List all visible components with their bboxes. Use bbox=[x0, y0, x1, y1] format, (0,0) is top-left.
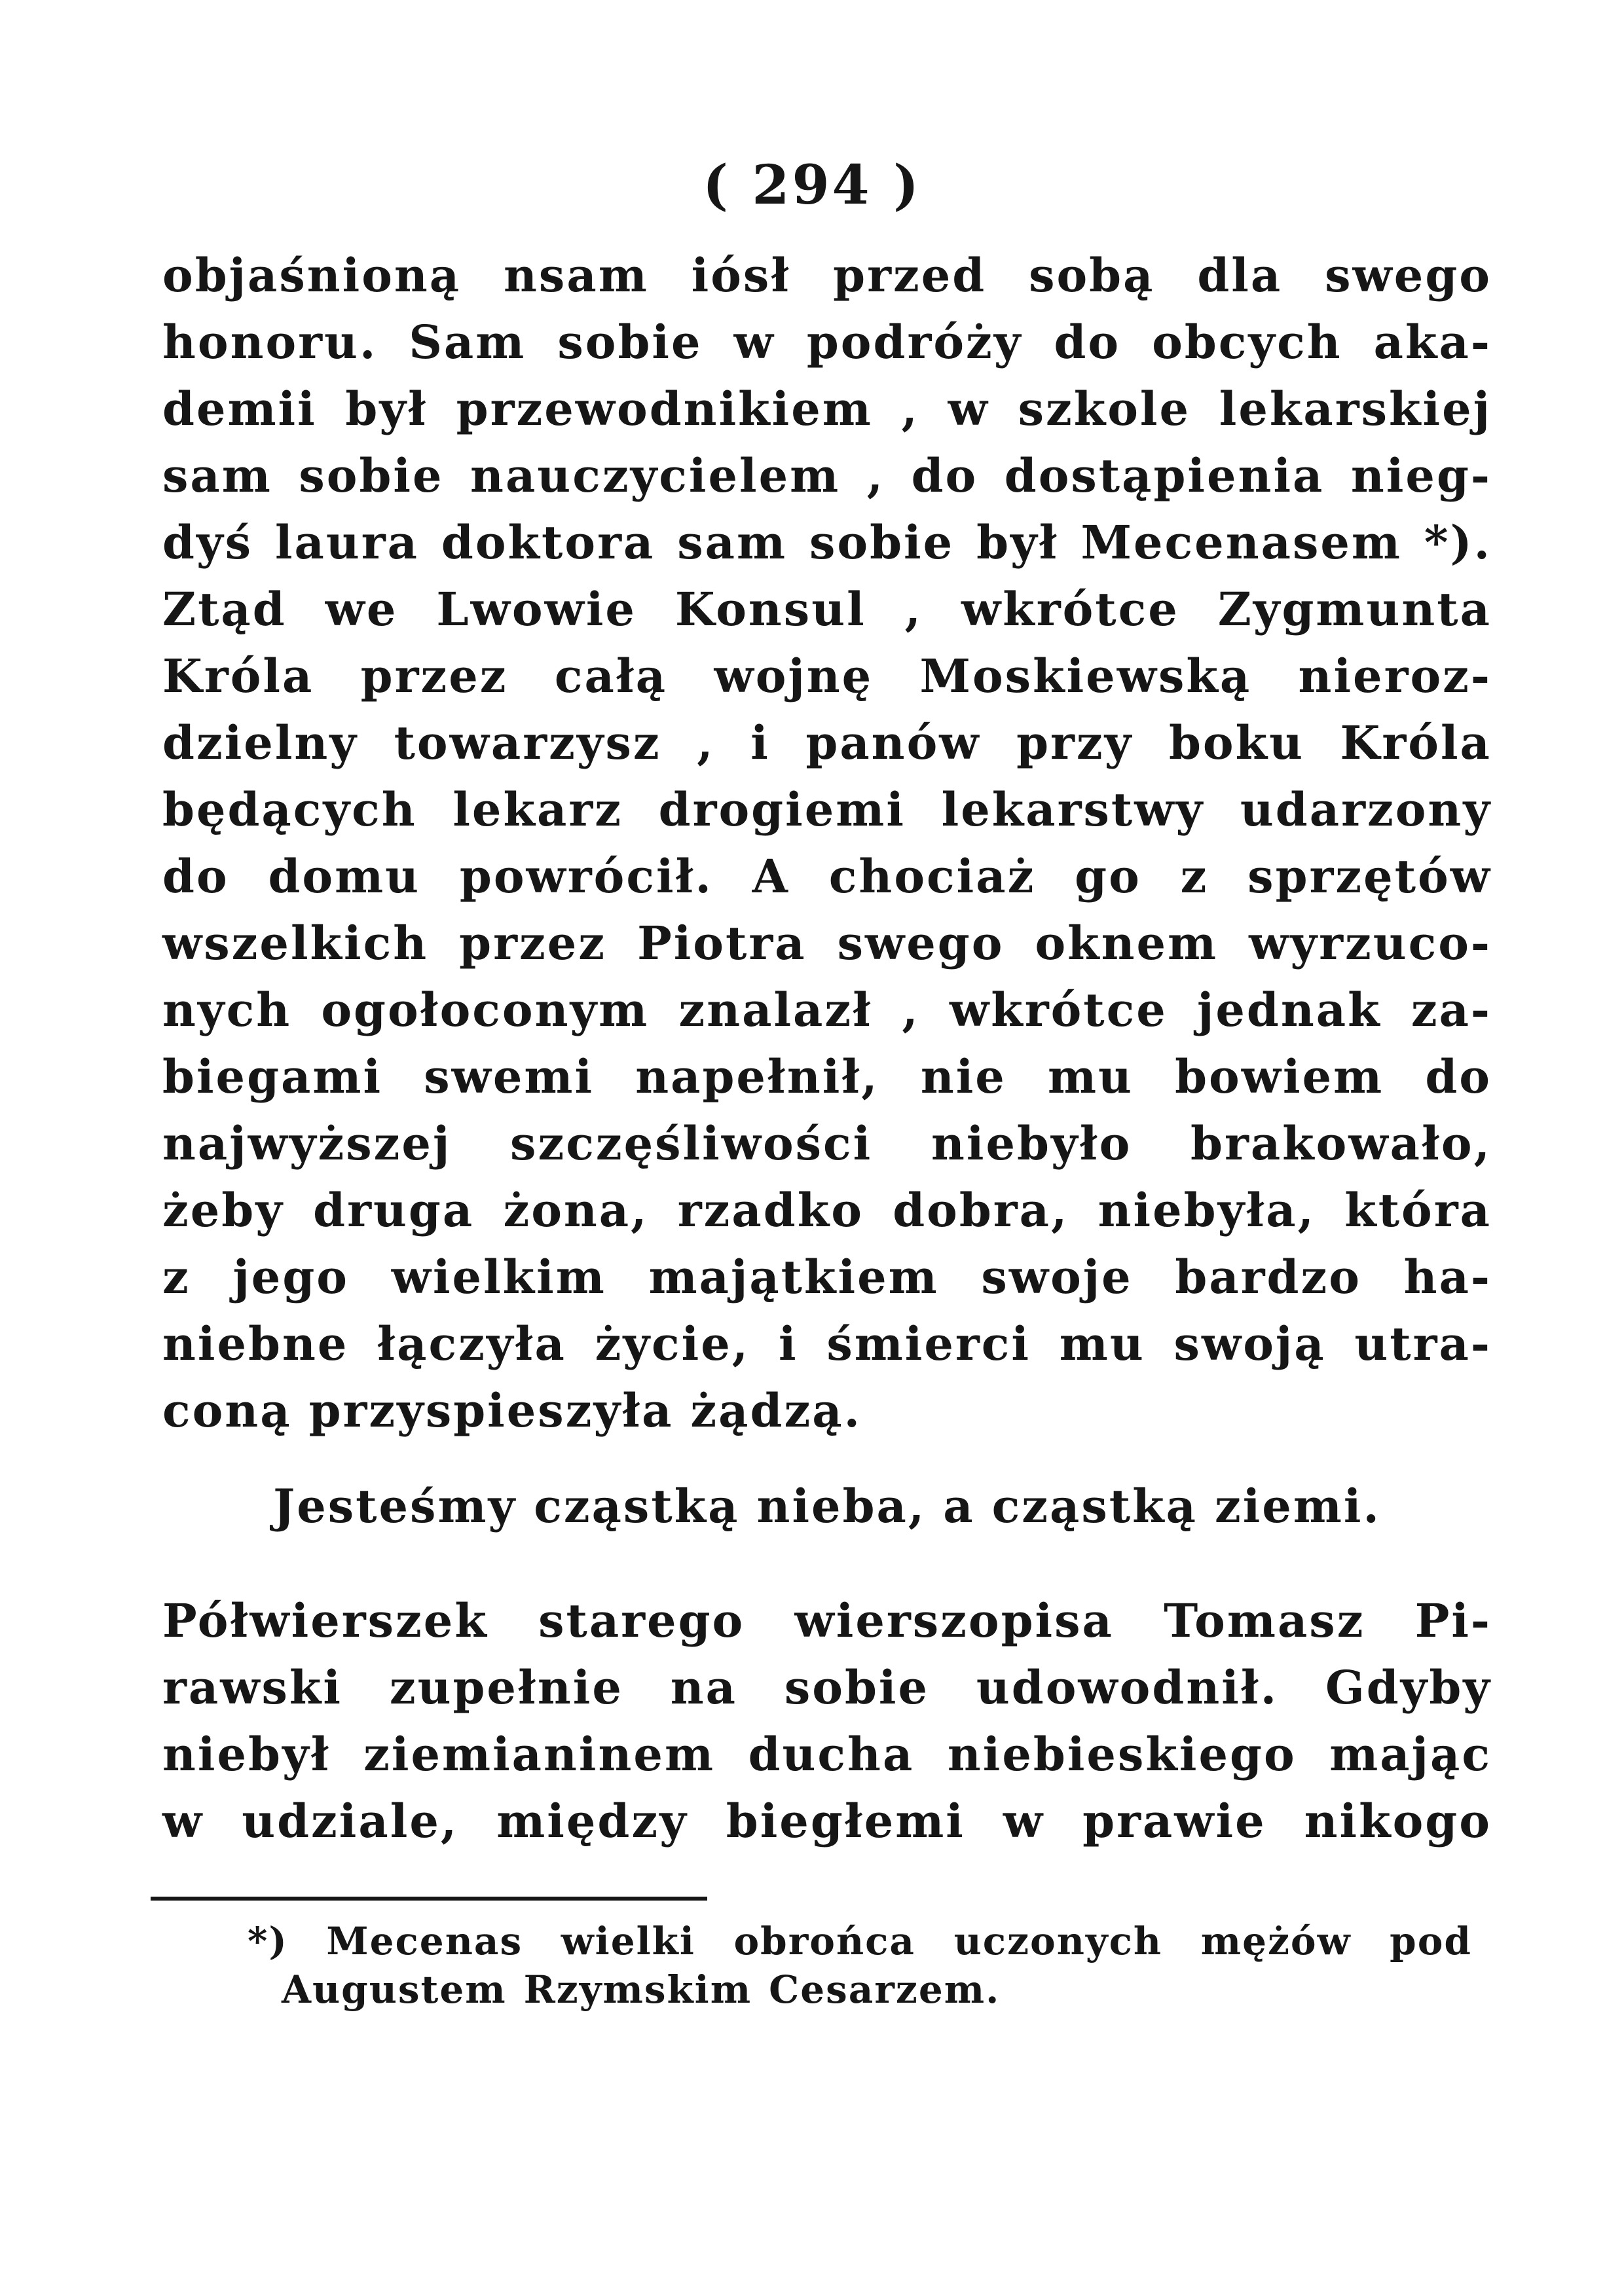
text-line: biegami swemi napełnił, nie mu bowiem do bbox=[162, 1049, 1492, 1104]
paragraph-1 bbox=[162, 242, 1492, 1444]
text-line: niebne łączyła życie, i śmierci mu swoją utra- bbox=[162, 1317, 1492, 1371]
motto-line: Jesteśmy cząstką nieba, a cząstką ziemi. bbox=[273, 1479, 1381, 1533]
footnote-rule bbox=[151, 1897, 707, 1901]
text-line: demii był przewodnikiem , w szkole lekarskiej bbox=[162, 382, 1492, 436]
text-line: Ztąd we Lwowie Konsul , wkrótce Zygmunta bbox=[162, 582, 1492, 636]
text-line: z jego wielkim majątkiem swoje bardzo ha- bbox=[162, 1250, 1492, 1304]
text-line: żeby druga żona, rzadko dobra, niebyła, która bbox=[162, 1183, 1492, 1237]
motto bbox=[162, 1473, 1492, 1540]
text-line: honoru. Sam sobie w podróży do obcych aka- bbox=[162, 315, 1492, 369]
text-line: dzielny towarzysz , i panów przy boku Króla bbox=[162, 716, 1492, 770]
text-line: objaśnioną nsam iósł przed sobą dla swego bbox=[162, 248, 1492, 302]
text-line: wszelkich przez Piotra swego oknem wyrzuco- bbox=[162, 916, 1492, 970]
text-line: rawski zupełnie na sobie udowodnił. Gdyby bbox=[162, 1660, 1492, 1715]
page-number: ( 294 ) bbox=[703, 154, 921, 217]
text-line: niebył ziemianinem ducha niebieskiego mając bbox=[162, 1727, 1492, 1781]
footnote bbox=[248, 1917, 1472, 2014]
text-line: coną przyspieszyła żądzą. bbox=[162, 1383, 862, 1438]
text-line: będących lekarz drogiemi lekarstwy udarzony bbox=[162, 782, 1492, 837]
text-line: *) Mecenas wielki obrońca uczonych mężów pod bbox=[248, 1919, 1472, 1963]
text-line: Augustem Rzymskim Cesarzem. bbox=[282, 1967, 1001, 2012]
text-line: nych ogołoconym znalazł , wkrótce jednak za- bbox=[162, 983, 1492, 1037]
text-line: Króla przez całą wojnę Moskiewską nieroz- bbox=[162, 649, 1492, 703]
text-line: najwyższej szczęśliwości niebyło brakowało, bbox=[162, 1116, 1492, 1171]
text-line: sam sobie nauczycielem , do dostąpienia nieg- bbox=[162, 448, 1492, 503]
text-line: w udziale, między biegłemi w prawie nikogo bbox=[162, 1794, 1492, 1848]
text-line: do domu powrócił. A chociaż go z sprzętów bbox=[162, 849, 1492, 903]
text-line: dyś laura doktora sam sobie był Mecenasem *). bbox=[162, 515, 1492, 570]
text-line: Półwierszek starego wierszopisa Tomasz Pi- bbox=[162, 1594, 1492, 1648]
paragraph-2 bbox=[162, 1588, 1492, 1855]
